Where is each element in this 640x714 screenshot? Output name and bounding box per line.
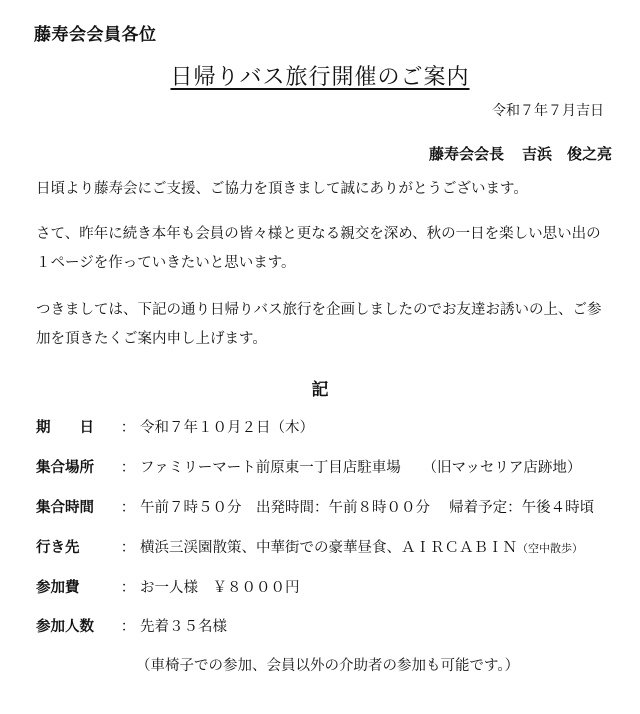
detail-label: 集合時間 xyxy=(36,499,94,516)
detail-colon: ： xyxy=(120,500,136,516)
detail-label: 参加費 xyxy=(36,579,80,596)
detail-row-capacity xyxy=(36,615,626,636)
detail-row-fee xyxy=(36,576,626,597)
details-heading: 記 xyxy=(311,380,329,400)
detail-value: お一人様 ￥８０００円 xyxy=(140,580,300,596)
detail-row-meeting-time xyxy=(36,496,626,517)
intro-paragraph: さて、昨年に続き本年も会員の皆々様と更なる親交を深め、秋の一日を楽しい思い出の１ページを作っていきたいと思います。 xyxy=(36,226,601,271)
detail-label: 行き先 xyxy=(36,539,80,556)
detail-value: 午前７時５０分 出発時間：午前８時００分 帰着予定：午後４時頃 xyxy=(140,500,595,516)
greeting-paragraph: 日頃より藤寿会にご支援、ご協力を頂きまして誠にありがとうございます。 xyxy=(36,181,528,197)
detail-row-meeting-place xyxy=(36,456,626,477)
title-container xyxy=(0,60,640,91)
detail-row-destination xyxy=(36,536,626,557)
detail-colon: ： xyxy=(120,619,136,635)
detail-colon: ： xyxy=(120,540,136,556)
detail-value: 令和７年１０月２日（木） xyxy=(140,420,314,436)
detail-colon: ： xyxy=(120,420,136,436)
invitation-paragraph: つきましては、下記の通り日帰りバス旅行を企画しましたのでお友達お誘いの上、ご参加を頂きたくご案内申し上げます。 xyxy=(36,302,602,347)
detail-colon: ： xyxy=(120,460,136,476)
issue-date: 令和７年７月吉日 xyxy=(492,103,604,119)
detail-value: 先着３５名様 xyxy=(140,619,227,635)
detail-value: ファミリーマート前原東一丁目店駐車場 （旧マッセリア店跡地） xyxy=(140,460,582,476)
detail-colon: ： xyxy=(120,580,136,596)
sender-organization: 藤寿会会長 xyxy=(428,145,504,163)
sender xyxy=(429,143,612,164)
detail-row-date xyxy=(36,416,626,437)
addressee: 藤寿会会員各位 xyxy=(34,25,157,45)
sender-name: 吉浜 俊之亮 xyxy=(521,145,612,163)
detail-value-note: （空中散歩） xyxy=(517,542,583,555)
page-title: 日帰りバス旅行開催のご案内 xyxy=(170,65,470,90)
accessibility-note: （車椅子での参加、会員以外の介助者の参加も可能です。） xyxy=(136,658,520,674)
detail-label: 参加人数 xyxy=(36,618,94,635)
detail-value: 横浜三渓園散策、中華街での豪華昼食、ＡＩＲＣＡＢＩＮ xyxy=(140,540,517,556)
detail-label: 期 日 xyxy=(36,419,94,436)
detail-label: 集合場所 xyxy=(36,459,94,476)
